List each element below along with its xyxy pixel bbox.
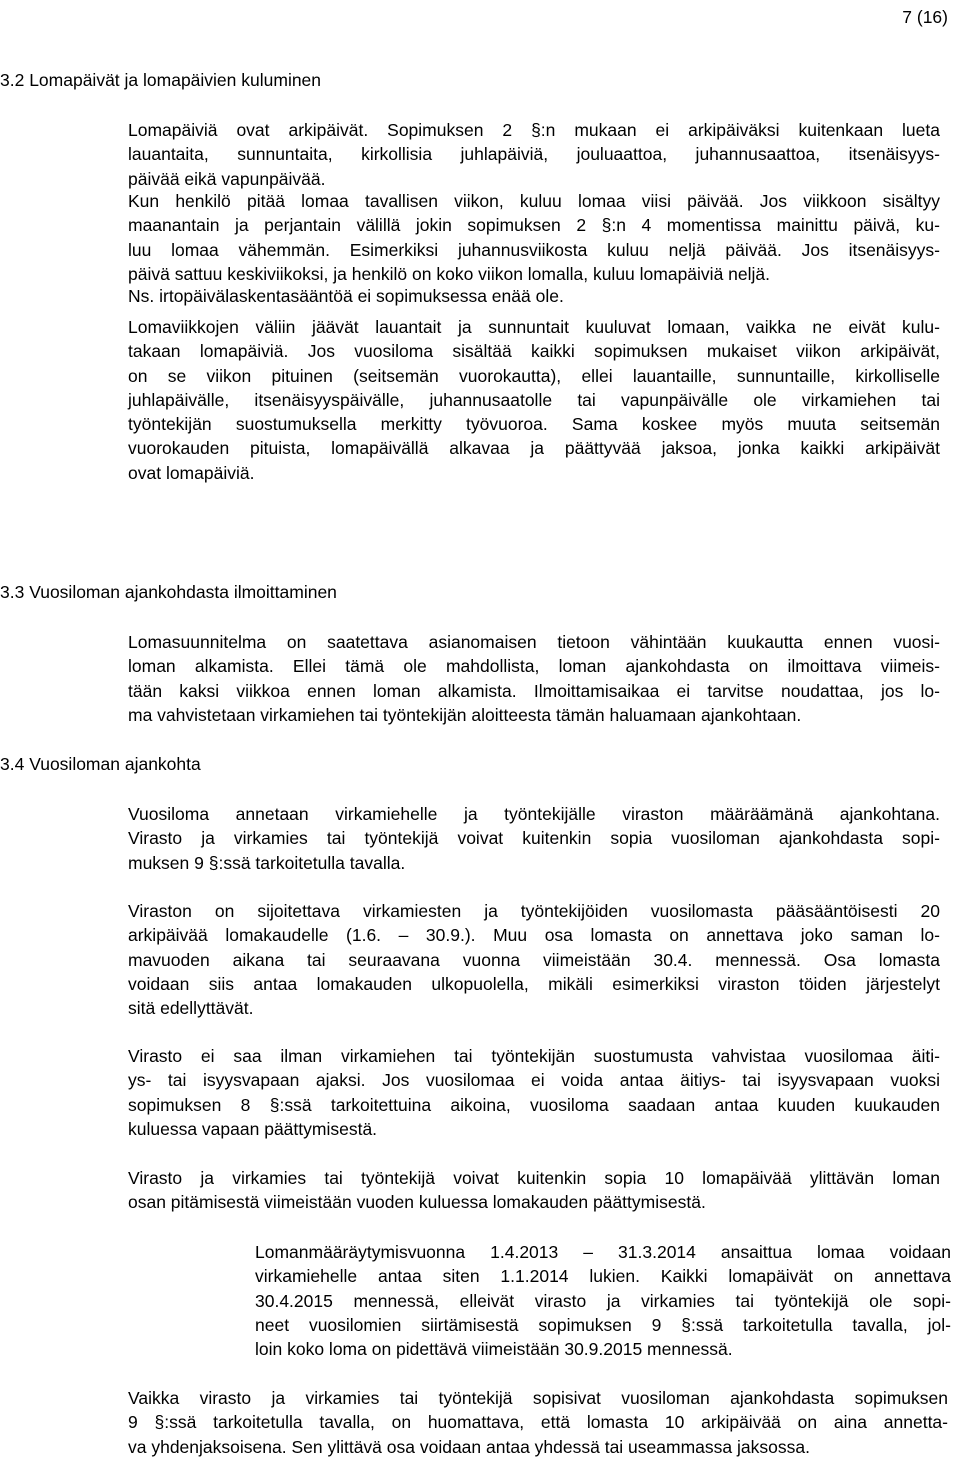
paragraph-line: Lomanmääräytymisvuonna 1.4.2013 – 31.3.2014 ansaittua lomaa voidaan — [255, 1242, 951, 1262]
paragraph-line: muksen 9 §:ssä tarkoitetulla tavalla. — [128, 852, 406, 873]
paragraph — [128, 1386, 948, 1459]
paragraph-line: Kun henkilö pitää lomaa tavallisen viikon, kuluu lomaa viisi päivää. Jos viikkoon sisältyy — [128, 191, 940, 211]
paragraph-line: Lomasuunnitelma on saatettava asianomaisen tietoon vähintään kuukautta ennen vuosi- — [128, 632, 940, 652]
paragraph-line: Lomapäiviä ovat arkipäivät. Sopimuksen 2 §:n mukaan ei arkipäiväksi kuitenkaan lueta — [128, 120, 940, 140]
section-heading-3-2: 3.2 Lomapäivät ja lomapäivien kuluminen — [0, 70, 322, 90]
paragraph-line: 9 §:ssä tarkoitetulla tavalla, on huomattava, että lomasta 10 arkipäivää on aina annetta- — [128, 1412, 948, 1433]
paragraph-line: va yhdenjaksoisena. Sen ylittävä osa voidaan antaa yhdessä tai useammassa jaksossa. — [128, 1436, 810, 1457]
paragraph-line: Virasto ja virkamies tai työntekijä voivat kuitenkin sopia vuosiloman ajankohdasta sopi- — [128, 828, 940, 849]
paragraph-line: loman alkamista. Ellei tämä ole mahdollista, loman ajankohdasta on ilmoittava viimeis- — [128, 656, 940, 677]
paragraph-line: työntekijän suostumuksella merkitty työvuoroa. Sama koskee myös muuta seitsemän — [128, 414, 940, 435]
paragraph-line: takaan lomapäiviä. Jos vuosiloma sisältää kaikki sopimuksen mukaiset viikon arkipäivät, — [128, 341, 940, 362]
paragraph-line: 30.4.2015 mennessä, elleivät virasto ja virkamies tai työntekijä ole sopi- — [255, 1290, 951, 1311]
paragraph-line: tään kaksi viikkoa ennen loman alkamista. Ilmoittamisaikaa ei tarvitse noudattaa, jos lo- — [128, 680, 940, 701]
paragraph-line: Lomaviikkojen väliin jäävät lauantait ja sunnuntait kuuluvat lomaan, vaikka ne eivät kulu- — [128, 317, 940, 337]
paragraph-line: ma vahvistetaan virkamiehen tai työntekijän aloitteesta tämän haluamaan ajankohtaan. — [128, 704, 802, 725]
paragraph-line: Vaikka virasto ja virkamies tai työntekijä sopisivat vuosiloman ajankohdasta sopimuksen — [128, 1388, 948, 1408]
paragraph-line: on se viikon pituinen (seitsemän vuorokautta), ellei lauantaille, sunnuntaille, kirkolliselle — [128, 365, 940, 386]
paragraph-line: sopimuksen 8 §:ssä tarkoitettuina aikoina, vuosiloma saadaan antaa kuuden kuukauden — [128, 1094, 940, 1115]
paragraph — [128, 630, 940, 727]
paragraph-line: Virasto ei saa ilman virkamiehen tai työntekijän suostumusta vahvistaa vuosilomaa äiti- — [128, 1046, 940, 1066]
paragraph — [128, 899, 940, 1020]
paragraph-line: sitä edellyttävät. — [128, 998, 254, 1019]
paragraph-line: vuorokauden pituista, lomapäivällä alkavaa ja päättyvää jaksoa, jonka kaikki arkipäivät — [128, 438, 940, 459]
paragraph-line: neet vuosilomien siirtämisestä sopimuksen 9 §:ssä tarkoitetulla tavalla, jol- — [255, 1314, 951, 1335]
paragraph — [128, 284, 940, 308]
paragraph-line: päivää eikä vapunpäivää. — [128, 168, 326, 189]
paragraph-line: osan pitämisestä viimeistään vuoden kuluessa lomakauden päättymisestä. — [128, 1192, 706, 1213]
page-number: 7 (16) — [902, 7, 948, 27]
paragraph-line: Virasto ja virkamies tai työntekijä voivat kuitenkin sopia 10 lomapäivää ylittävän loman — [128, 1168, 940, 1188]
paragraph-line: virkamiehelle antaa siten 1.1.2014 lukien. Kaikki lomapäivät on annettava — [255, 1266, 951, 1287]
paragraph — [128, 1044, 940, 1141]
paragraph-line: juhlapäivälle, itsenäisyyspäivälle, juhannusaatolle tai vapunpäivälle ole virkamiehen tai — [128, 389, 940, 410]
paragraph-line: päivä sattuu keskiviikoksi, ja henkilö on koko viikon lomalla, kuluu lomapäiviä neljä. — [128, 263, 770, 284]
paragraph-line: mavuoden aikana tai seuraavana vuonna viimeistään 30.4. mennessä. Osa lomasta — [128, 949, 940, 970]
paragraph-line: kuluessa vapaan päättymisestä. — [128, 1118, 378, 1139]
paragraph — [128, 118, 940, 191]
section-heading-3-3: 3.3 Vuosiloman ajankohdasta ilmoittaminen — [0, 582, 337, 602]
paragraph — [128, 315, 940, 485]
paragraph — [128, 189, 940, 286]
paragraph-line: luu lomaa vähemmän. Esimerkiksi juhannusviikosta kuluu neljä päivää. Jos itsenäisyys- — [128, 239, 940, 260]
paragraph-line: ys- tai isyysvapaan ajaksi. Jos vuosilomaa ei voida antaa äitiys- tai isyysvapaan vuoksi — [128, 1070, 940, 1091]
section-heading-3-4: 3.4 Vuosiloman ajankohta — [0, 754, 201, 774]
paragraph-line: Ns. irtopäivälaskentasääntöä ei sopimuksessa enää ole. — [128, 286, 564, 306]
paragraph-line: lauantaita, sunnuntaita, kirkollisia juhlapäiviä, jouluaattoa, juhannusaattoa, itsenäisyys- — [128, 144, 940, 165]
paragraph — [128, 802, 940, 875]
paragraph-line: arkipäivää lomakaudelle (1.6. – 30.9.). Muu osa lomasta on annettava joko saman lo- — [128, 925, 940, 946]
paragraph-line: voidaan siis antaa lomakauden ulkopuolella, mikäli esimerkiksi viraston töiden järjestelyt — [128, 973, 940, 994]
paragraph — [128, 1166, 940, 1215]
indented-paragraph — [255, 1240, 951, 1361]
paragraph-line: maanantain ja perjantain välillä jokin sopimuksen 2 §:n 4 momentissa mainittu päivä, ku- — [128, 215, 940, 236]
paragraph-line: Vuosiloma annetaan virkamiehelle ja työntekijälle viraston määräämänä ajankohtana. — [128, 804, 940, 824]
paragraph-line: ovat lomapäiviä. — [128, 462, 255, 483]
paragraph-line: loin koko loma on pidettävä viimeistään 30.9.2015 mennessä. — [255, 1339, 733, 1360]
paragraph-line: Viraston on sijoitettava virkamiesten ja työntekijöiden vuosilomasta pääsääntöisesti 20 — [128, 901, 940, 921]
